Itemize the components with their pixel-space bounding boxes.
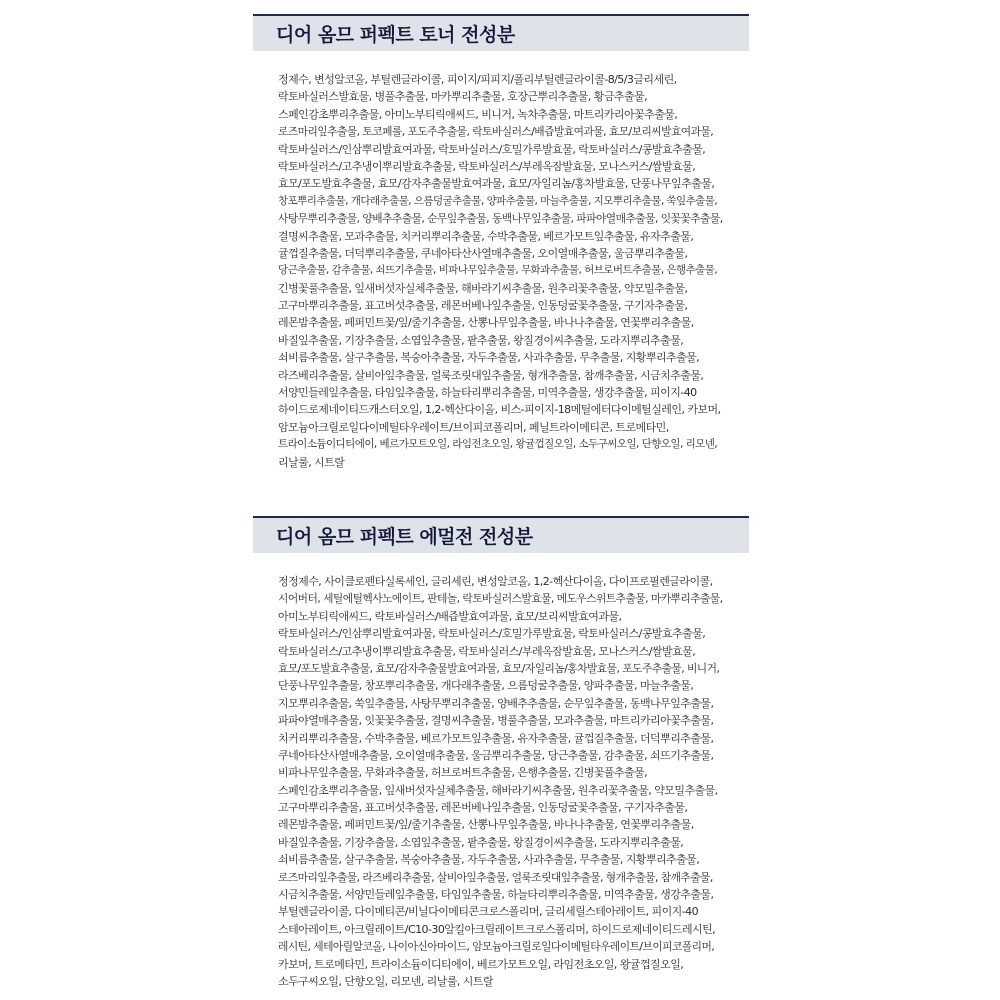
ingredient-line: 효모/포도발효추출물, 효모/감자추출물발효여과물, 효모/자일리놈/홍차발효물, 단풍나무잎추출물, <box>278 177 715 191</box>
ingredient-line: 지모뿌리추출물, 쑥잎추출물, 사탕무뿌리추출물, 양배추추출물, 순무잎추출물, 동백나무잎추출물, <box>278 696 714 710</box>
ingredient-line: 고구마뿌리추출물, 표고버섯추출물, 레몬버베나잎추출물, 인동덩굴꽃추출물, 구기자추출물, <box>278 801 688 815</box>
ingredients-list <box>253 573 723 990</box>
ingredient-line: 결명씨추출물, 모과추출물, 치커리뿌리추출물, 수박추출물, 베르가모트잎추출물, 유자추출물, <box>278 229 694 243</box>
ingredient-line: 비파나무잎추출물, 무화과추출물, 허브로버트추출물, 은행추출물, 긴병꽃풀추출물, <box>278 766 648 780</box>
ingredient-line: 시금치추출물, 서양민들레잎추출물, 타임잎추출물, 하늘타리뿌리추출물, 미역추출물, 생강추출물, <box>278 888 714 902</box>
ingredient-line: 레몬밤추출물, 페퍼민트꽃/잎/줄기추출물, 산뽕나무잎추출물, 바나나추출물, 연꽃뿌리추출물, <box>278 818 694 832</box>
ingredient-line: 로즈마리잎추출물, 라즈베리추출물, 살비아잎추출물, 얼룩조릿대잎추출물, 형개추출물, 참깨추출물, <box>278 870 713 884</box>
ingredient-line: 쇠비름추출물, 살구추출물, 복숭아추출물, 자두추출물, 사과추출물, 무추출물, 지황뿌리추출물, <box>278 853 700 867</box>
ingredient-line: 암모늄아크릴로일다이메틸타우레이트/브이피코폴리머, 페닐트라이메티콘, 트로메타민, <box>278 420 669 434</box>
ingredient-line: 바질잎추출물, 기장추출물, 소엽잎추출물, 팥추출물, 왕질경이씨추출물, 도라지뿌리추출물, <box>278 835 684 849</box>
ingredient-line: 리날룰, 시트랄 <box>278 455 345 469</box>
ingredient-line: 긴병꽃풀추출물, 잎새버섯자실체추출물, 해바라기씨추출물, 원추리꽃추출물, 약모밀추출물, <box>278 281 688 295</box>
ingredient-line: 락토바실러스/고추냉이뿌리발효추출물, 락토바실러스/부레옥잠발효물, 모나스커스/쌀발효물, <box>278 644 696 658</box>
ingredient-line: 정정제수, 사이클로펜타실록세인, 글리세린, 변성알코올, 1,2-헥산다이올, 다이프로필렌글라이콜, <box>278 575 713 588</box>
ingredient-line: 락토바실러스/인삼뿌리발효여과물, 락토바실러스/호밀가루발효물, 락토바실러스/콩발효추출물, <box>278 627 706 641</box>
section-title: 디어 옴므 퍼펙트 에멀전 전성분 <box>276 526 533 548</box>
ingredient-line: 효모/포도발효추출물, 효모/감자추출물발효여과물, 효모/자일리놈/홍차발효물, 포도주추출물, 비니거, <box>278 661 720 675</box>
ingredient-line: 레몬밤추출물, 페퍼민트꽃/잎/줄기추출물, 산뽕나무잎추출물, 바나나추출물, 연꽃뿌리추출물, <box>278 316 694 330</box>
ingredient-line: 당근추출물, 감추출물, 쇠뜨기추출물, 비파나무잎추출물, 무화과추출물, 허브로버트추출물, 은행추출물, <box>278 264 718 277</box>
ingredient-line: 아미노부티릭애씨드, 락토바실러스/배즙발효여과물, 효모/보리씨발효여과물, <box>278 609 622 623</box>
ingredient-line: 쿠네아타산사열매추출물, 오이열매추출물, 울금뿌리추출물, 당근추출물, 감추출물, 쇠뜨기추출물, <box>278 748 714 762</box>
toner-ingredients-section <box>253 14 749 471</box>
ingredient-line: 치커리뿌리추출물, 수박추출물, 베르가모트잎추출물, 유자추출물, 귤껍질추출물, 더덕뿌리추출물, <box>278 731 714 745</box>
ingredient-line: 파파야열매추출물, 잇꽃꽃추출물, 결명씨추출물, 병풀추출물, 모과추출물, 마트리카리아꽃추출물, <box>278 714 714 728</box>
ingredient-line: 단풍나무잎추출물, 창포뿌리추출물, 개다래추출물, 으름덩굴추출물, 양파추출물, 마늘추출물, <box>278 679 694 693</box>
emulsion-ingredients-section <box>253 516 749 990</box>
section-header <box>253 516 749 553</box>
ingredient-line: 로즈마리잎추출물, 토코페롤, 포도주추출물, 락토바실러스/배즙발효여과물, 효모/보리씨발효여과물, <box>278 125 714 139</box>
ingredient-line: 귤껍질추출물, 더덕뿌리추출물, 쿠네아타산사열매추출물, 오이열매추출물, 울금뿌리추출물, <box>278 246 688 260</box>
ingredient-line: 서양민들레잎추출물, 타임잎추출물, 하늘타리뿌리추출물, 미역추출물, 생강추출물, 피이지-40 <box>278 386 697 400</box>
ingredient-line: 바질잎추출물, 기장추출물, 소엽잎추출물, 팥추출물, 왕질경이씨추출물, 도라지뿌리추출물, <box>278 333 684 347</box>
section-title: 디어 옴므 퍼펙트 토너 전성분 <box>276 24 515 46</box>
ingredient-line: 소두구씨오일, 단향오일, 리모넨, 리날룰, 시트랄 <box>278 974 494 988</box>
ingredient-line: 하이드로제네이티드캐스터오일, 1,2-헥산다이올, 비스-피이지-18메틸에터다이메틸실레인, 카보머, <box>278 403 721 417</box>
ingredient-line: 부틸렌글라이콜, 다이메티콘/비닐다이메티콘크로스폴리머, 글리세릴스테아레이트, 피이지-40 <box>278 905 699 919</box>
ingredient-line: 트라이소듐이디티에이, 베르가모트오일, 라임전초오일, 왕귤껍질오일, 소두구씨오일, 단향오일, 리모넨, <box>278 438 718 451</box>
ingredient-line: 사탕무뿌리추출물, 양배추추출물, 순무잎추출물, 동백나무잎추출물, 파파야열매추출물, 잇꽃꽃추출물, <box>278 212 723 226</box>
ingredient-line: 락토바실러스발효물, 병풀추출물, 마카뿌리추출물, 호장근뿌리추출물, 황금추출물, <box>278 90 648 104</box>
ingredient-line: 정제수, 변성알코올, 부틸렌글라이콜, 피이지/피피지/폴리부틸렌글라이콜-8/5/3글리세린, <box>278 73 677 86</box>
ingredient-line: 라즈베리추출물, 살비아잎추출물, 얼룩조릿대잎추출물, 형개추출물, 참깨추출물, 시금치추출물, <box>278 368 704 382</box>
ingredient-line: 시어버터, 세틸에틸헥사노에이트, 판테놀, 락토바실러스발효물, 메도우스위트추출물, 마카뿌리추출물, <box>278 592 723 606</box>
ingredient-line: 창포뿌리추출물, 개다래추출물, 으름덩굴추출물, 양파추출물, 마늘추출물, 지모뿌리추출물, 쑥잎추출물, <box>278 194 718 207</box>
ingredient-line: 레시틴, 세테아릴알코올, 나이아신아마이드, 암모늄아크릴로일다이메틸타우레이트/브이피코폴리머, <box>278 940 715 954</box>
ingredients-list <box>253 71 723 471</box>
ingredient-line: 카보머, 트로메타민, 트라이소듐이디티에이, 베르가모트오일, 라임전초오일, 왕귤껍질오일, <box>278 957 684 971</box>
ingredient-line: 스페인감초뿌리추출물, 잎새버섯자실체추출물, 해바라기씨추출물, 원추리꽃추출물, 약모밀추출물, <box>278 783 718 797</box>
ingredient-line: 락토바실러스/인삼뿌리발효여과물, 락토바실러스/호밀가루발효물, 락토바실러스/콩발효추출물, <box>278 142 706 156</box>
ingredient-line: 스페인감초뿌리추출물, 아미노부티릭애씨드, 비니거, 녹차추출물, 마트리카리아꽃추출물, <box>278 107 678 121</box>
ingredient-line: 쇠비름추출물, 살구추출물, 복숭아추출물, 자두추출물, 사과추출물, 무추출물, 지황뿌리추출물, <box>278 351 700 365</box>
ingredient-line: 스테아레이트, 아크릴레이트/C10-30알킬아크릴레이트크로스폴리머, 하이드로제네이티드레시틴, <box>278 922 716 936</box>
ingredient-line: 락토바실러스/고추냉이뿌리발효추출물, 락토바실러스/부레옥잠발효물, 모나스커스/쌀발효물, <box>278 159 696 173</box>
ingredient-line: 고구마뿌리추출물, 표고버섯추출물, 레몬버베나잎추출물, 인동덩굴꽃추출물, 구기자추출물, <box>278 299 688 313</box>
section-header <box>253 14 749 51</box>
